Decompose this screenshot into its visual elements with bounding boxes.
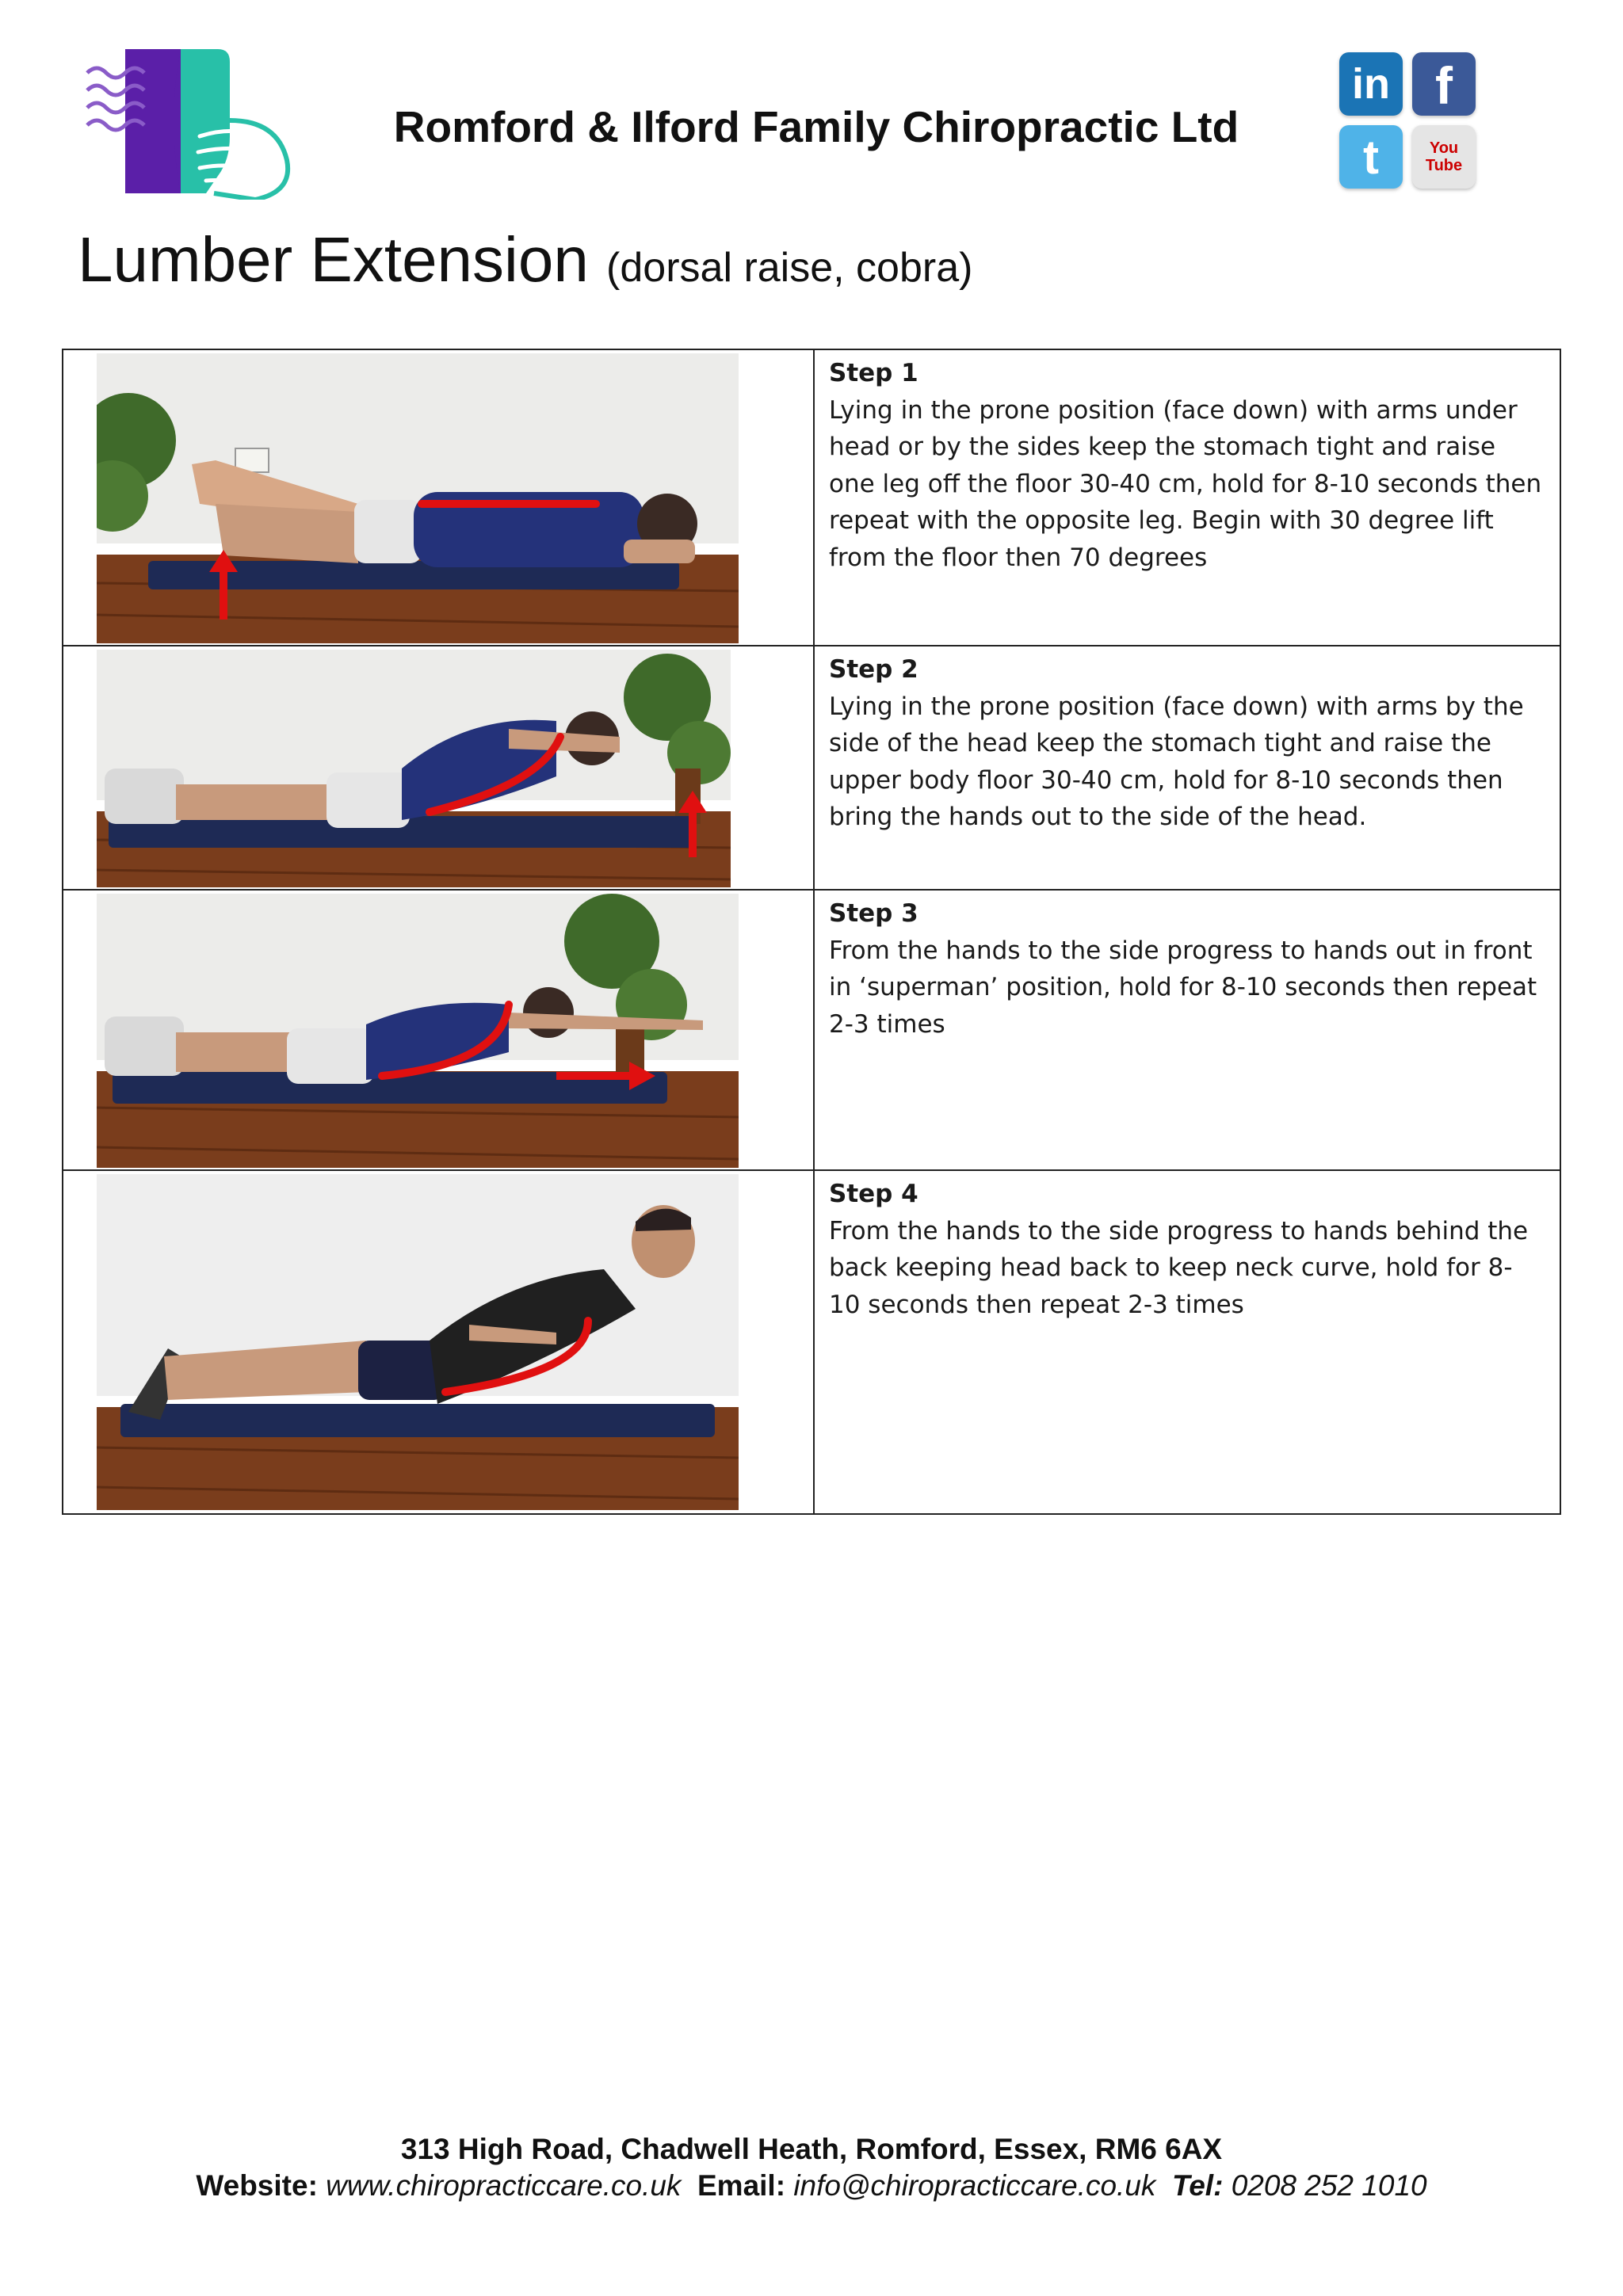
superman-position-photo [97, 894, 739, 1168]
title-main: Lumber Extension [78, 224, 589, 295]
column-divider [813, 350, 815, 645]
step-description: From the hands to the side progress to hands behind the back keeping head back to keep neck curve, hold for 8-10 seconds then repeat 2-3 times [829, 1216, 1529, 1319]
upper-body-raise-photo [97, 650, 731, 887]
footer-contact [0, 2168, 1623, 2204]
step-row-4 [63, 1171, 1560, 1513]
step-heading: Step 2 [829, 655, 918, 684]
website-link[interactable]: www.chiropracticcare.co.uk [326, 2169, 682, 2202]
column-divider [813, 891, 815, 1169]
column-divider [813, 646, 815, 889]
website-label: Website: [196, 2169, 318, 2202]
step-text-1 [829, 355, 1542, 576]
youtube-icon[interactable]: You Tube [1412, 125, 1476, 189]
step-heading: Step 3 [829, 899, 918, 928]
page-title [78, 223, 972, 296]
column-divider [813, 1171, 815, 1513]
social-icons [1339, 52, 1482, 192]
step-description: From the hands to the side progress to hands out in front in ‘superman’ position, hold for 8-10 seconds then repeat 2-3 times [829, 936, 1537, 1039]
step-heading: Step 4 [829, 1180, 918, 1208]
email-label: Email: [697, 2169, 786, 2202]
hands-behind-back-photo [97, 1174, 739, 1510]
footer-address: 313 High Road, Chadwell Heath, Romford, Essex, RM6 6AX [400, 2133, 1223, 2165]
prone-leg-raise-photo [97, 353, 739, 643]
step-description: Lying in the prone position (face down) with arms by the side of the head keep the stomach tight and raise the upper body floor 30-40 cm, hold for 8-10 seconds then bring the hands out to the side of the head. [829, 692, 1524, 831]
step-description: Lying in the prone position (face down) with arms under head or by the sides keep the stomach tight and raise one leg off the floor 30-40 cm, hold for 8-10 seconds then repeat with the opposite leg. Begin with 30 degree lift from the floor then 70 degrees [829, 395, 1542, 572]
tel-label: Tel: [1171, 2169, 1224, 2202]
company-name: Romford & Ilford Family Chiropractic Ltd [393, 102, 1239, 151]
twitter-icon[interactable]: t [1339, 125, 1403, 189]
title-sub: (dorsal raise, cobra) [606, 245, 973, 291]
facebook-icon[interactable]: f [1412, 52, 1476, 116]
page-footer [0, 2131, 1623, 2204]
tel-number[interactable]: 0208 252 1010 [1231, 2169, 1427, 2202]
email-link[interactable]: info@chiropracticcare.co.uk [793, 2169, 1156, 2202]
step-text-4 [829, 1176, 1542, 1323]
exercise-table [62, 349, 1561, 1515]
step-heading: Step 1 [829, 359, 918, 387]
linkedin-icon[interactable]: in [1339, 52, 1403, 116]
step-text-3 [829, 895, 1542, 1043]
step-text-2 [829, 651, 1542, 836]
company-logo [79, 41, 301, 200]
step-row-2 [63, 646, 1560, 891]
step-row-1 [63, 350, 1560, 646]
step-row-3 [63, 891, 1560, 1171]
